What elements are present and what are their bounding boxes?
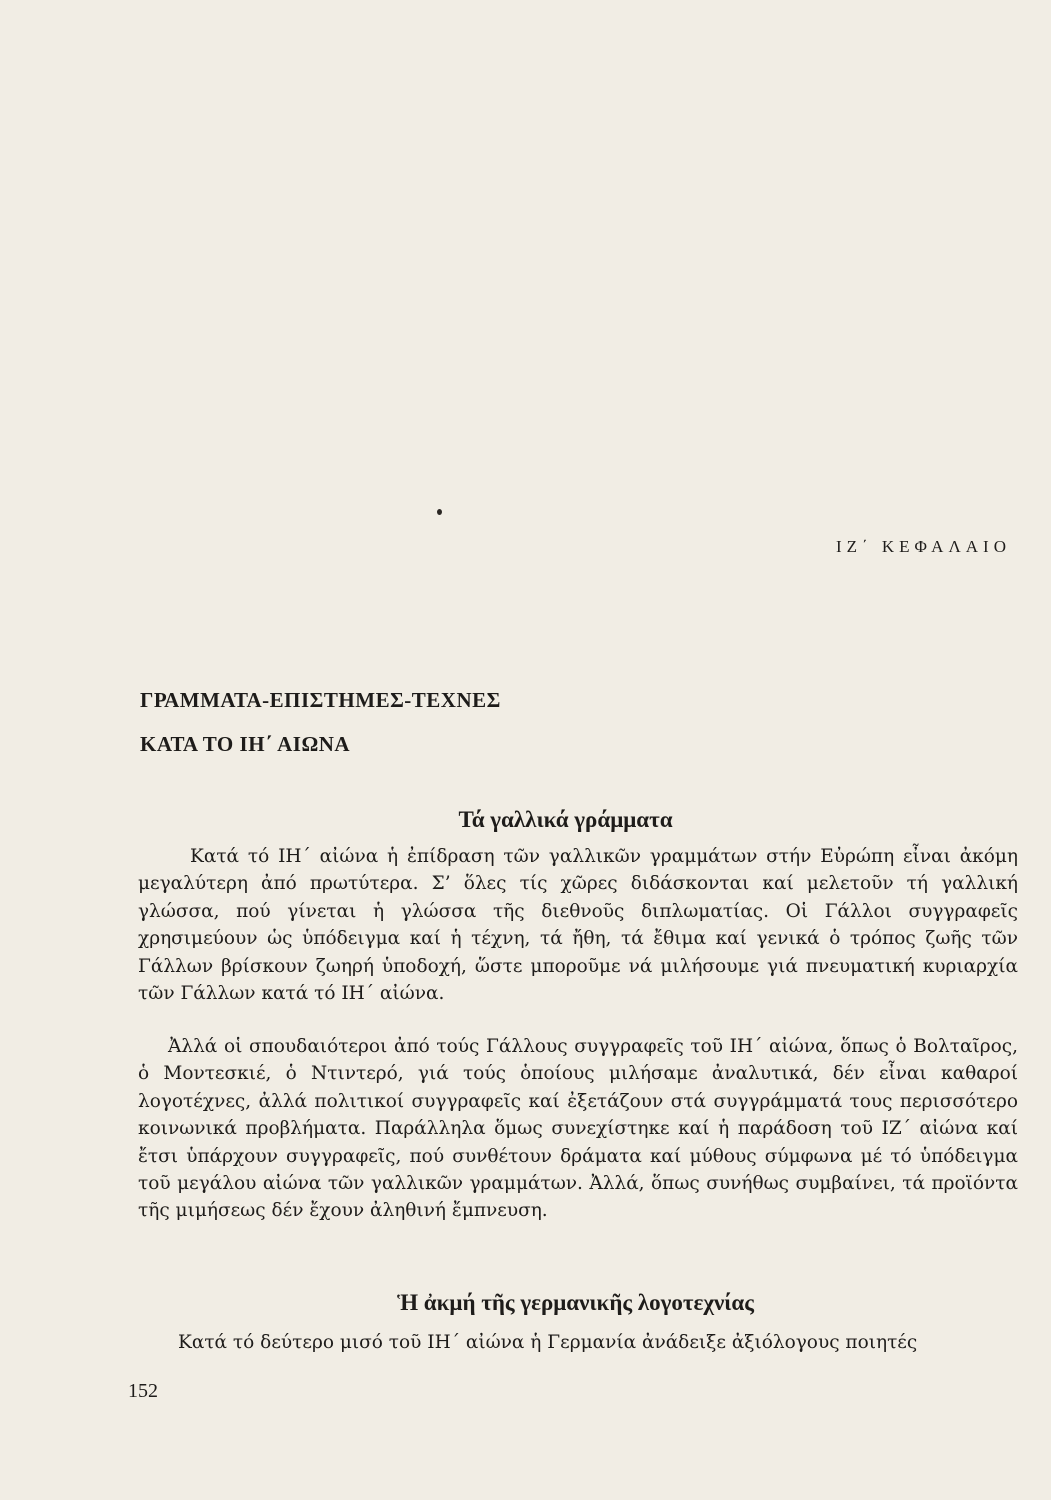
paragraph-french-influence: Κατά τό ΙΗ΄ αἰώνα ἡ ἐπίδραση τῶν γαλλικῶν γραμμάτων στήν Εὐρώπη εἶναι ἀκόμη μεγαλύτερη ἀπό πρωτύτερα. Σ’ ὅλες τίς χῶρες διδάσκονται καί μελετοῦν τή γαλλική γλώσσα, πού γίνεται ἡ γλώσσα τῆς διεθνοῦς διπλωματίας. Οἱ Γάλλοι συγγραφεῖς χρησιμεύουν ὡς ὑπόδειγμα καί ἡ τέχνη, τά ἤθη, τά ἔθιμα καί γενικά ὁ τρόπος ζωῆς τῶν Γάλλων βρίσκουν ζωηρή ὑποδοχή, ὥστε μποροῦμε νά μιλήσουμε γιά πνευματική κυριαρχία τῶν Γάλλων κατά τό ΙΗ΄ αἰώνα. <box>138 846 1018 1005</box>
paragraph-french-writers: Ἀλλά οἱ σπουδαιότεροι ἀπό τούς Γάλλους συγγραφεῖς τοῦ ΙΗ΄ αἰώνα, ὅπως ὁ Βολταῖρος, ὁ Μοντεσκιέ, ὁ Ντιντερό, γιά τούς ὁποίους μιλήσαμε ἀναλυτικά, δέν εἶναι καθαροί λογοτέχνες, ἀλλά πολιτικοί συγγραφεῖς καί ἐξετάζουν στά συγγράμματά τους περισσότερο κοινωνικά προβλήματα. Παράλληλα ὅμως συνεχίστηκε καί ἡ παράδοση τοῦ ΙΖ΄ αἰώνα καί ἔτσι ὑπάρχουν συγγραφεῖς, πού συνθέτουν δράματα καί μύθους σύμφωνα μέ τό ὑπόδειγμα τοῦ μεγάλου αἰώνα τῶν γαλλικῶν γραμμάτων. Ἀλλά, ὅπως συνήθως συμβαίνει, τά προϊόντα τῆς μιμήσεως δέν ἔχουν ἀληθινή ἔμπνευση. <box>138 1036 1018 1222</box>
ink-speck-mark <box>437 509 442 515</box>
page-number: 152 <box>128 1380 158 1402</box>
subheading-french-letters: Τά γαλλικά γράμματα <box>458 807 673 832</box>
chapter-label: ΙΖ΄ ΚΕΦΑΛΑΙΟ <box>835 537 1011 556</box>
paragraph-german-intro: Κατά τό δεύτερο μισό τοῦ ΙΗ΄ αἰώνα ἡ Γερμανία ἀνάδειξε ἀξιόλογους ποιητές <box>178 1332 918 1353</box>
section-title-line2: ΚΑΤΑ ΤΟ ΙΗ΄ ΑΙΩΝΑ <box>140 732 351 756</box>
section-title-line1: ΓΡΑΜΜΑΤΑ-ΕΠΙΣΤΗΜΕΣ-ΤΕΧΝΕΣ <box>140 688 501 712</box>
subheading-german-literature: Ἡ ἀκμή τῆς γερμανικῆς λογοτεχνίας <box>397 1290 754 1315</box>
